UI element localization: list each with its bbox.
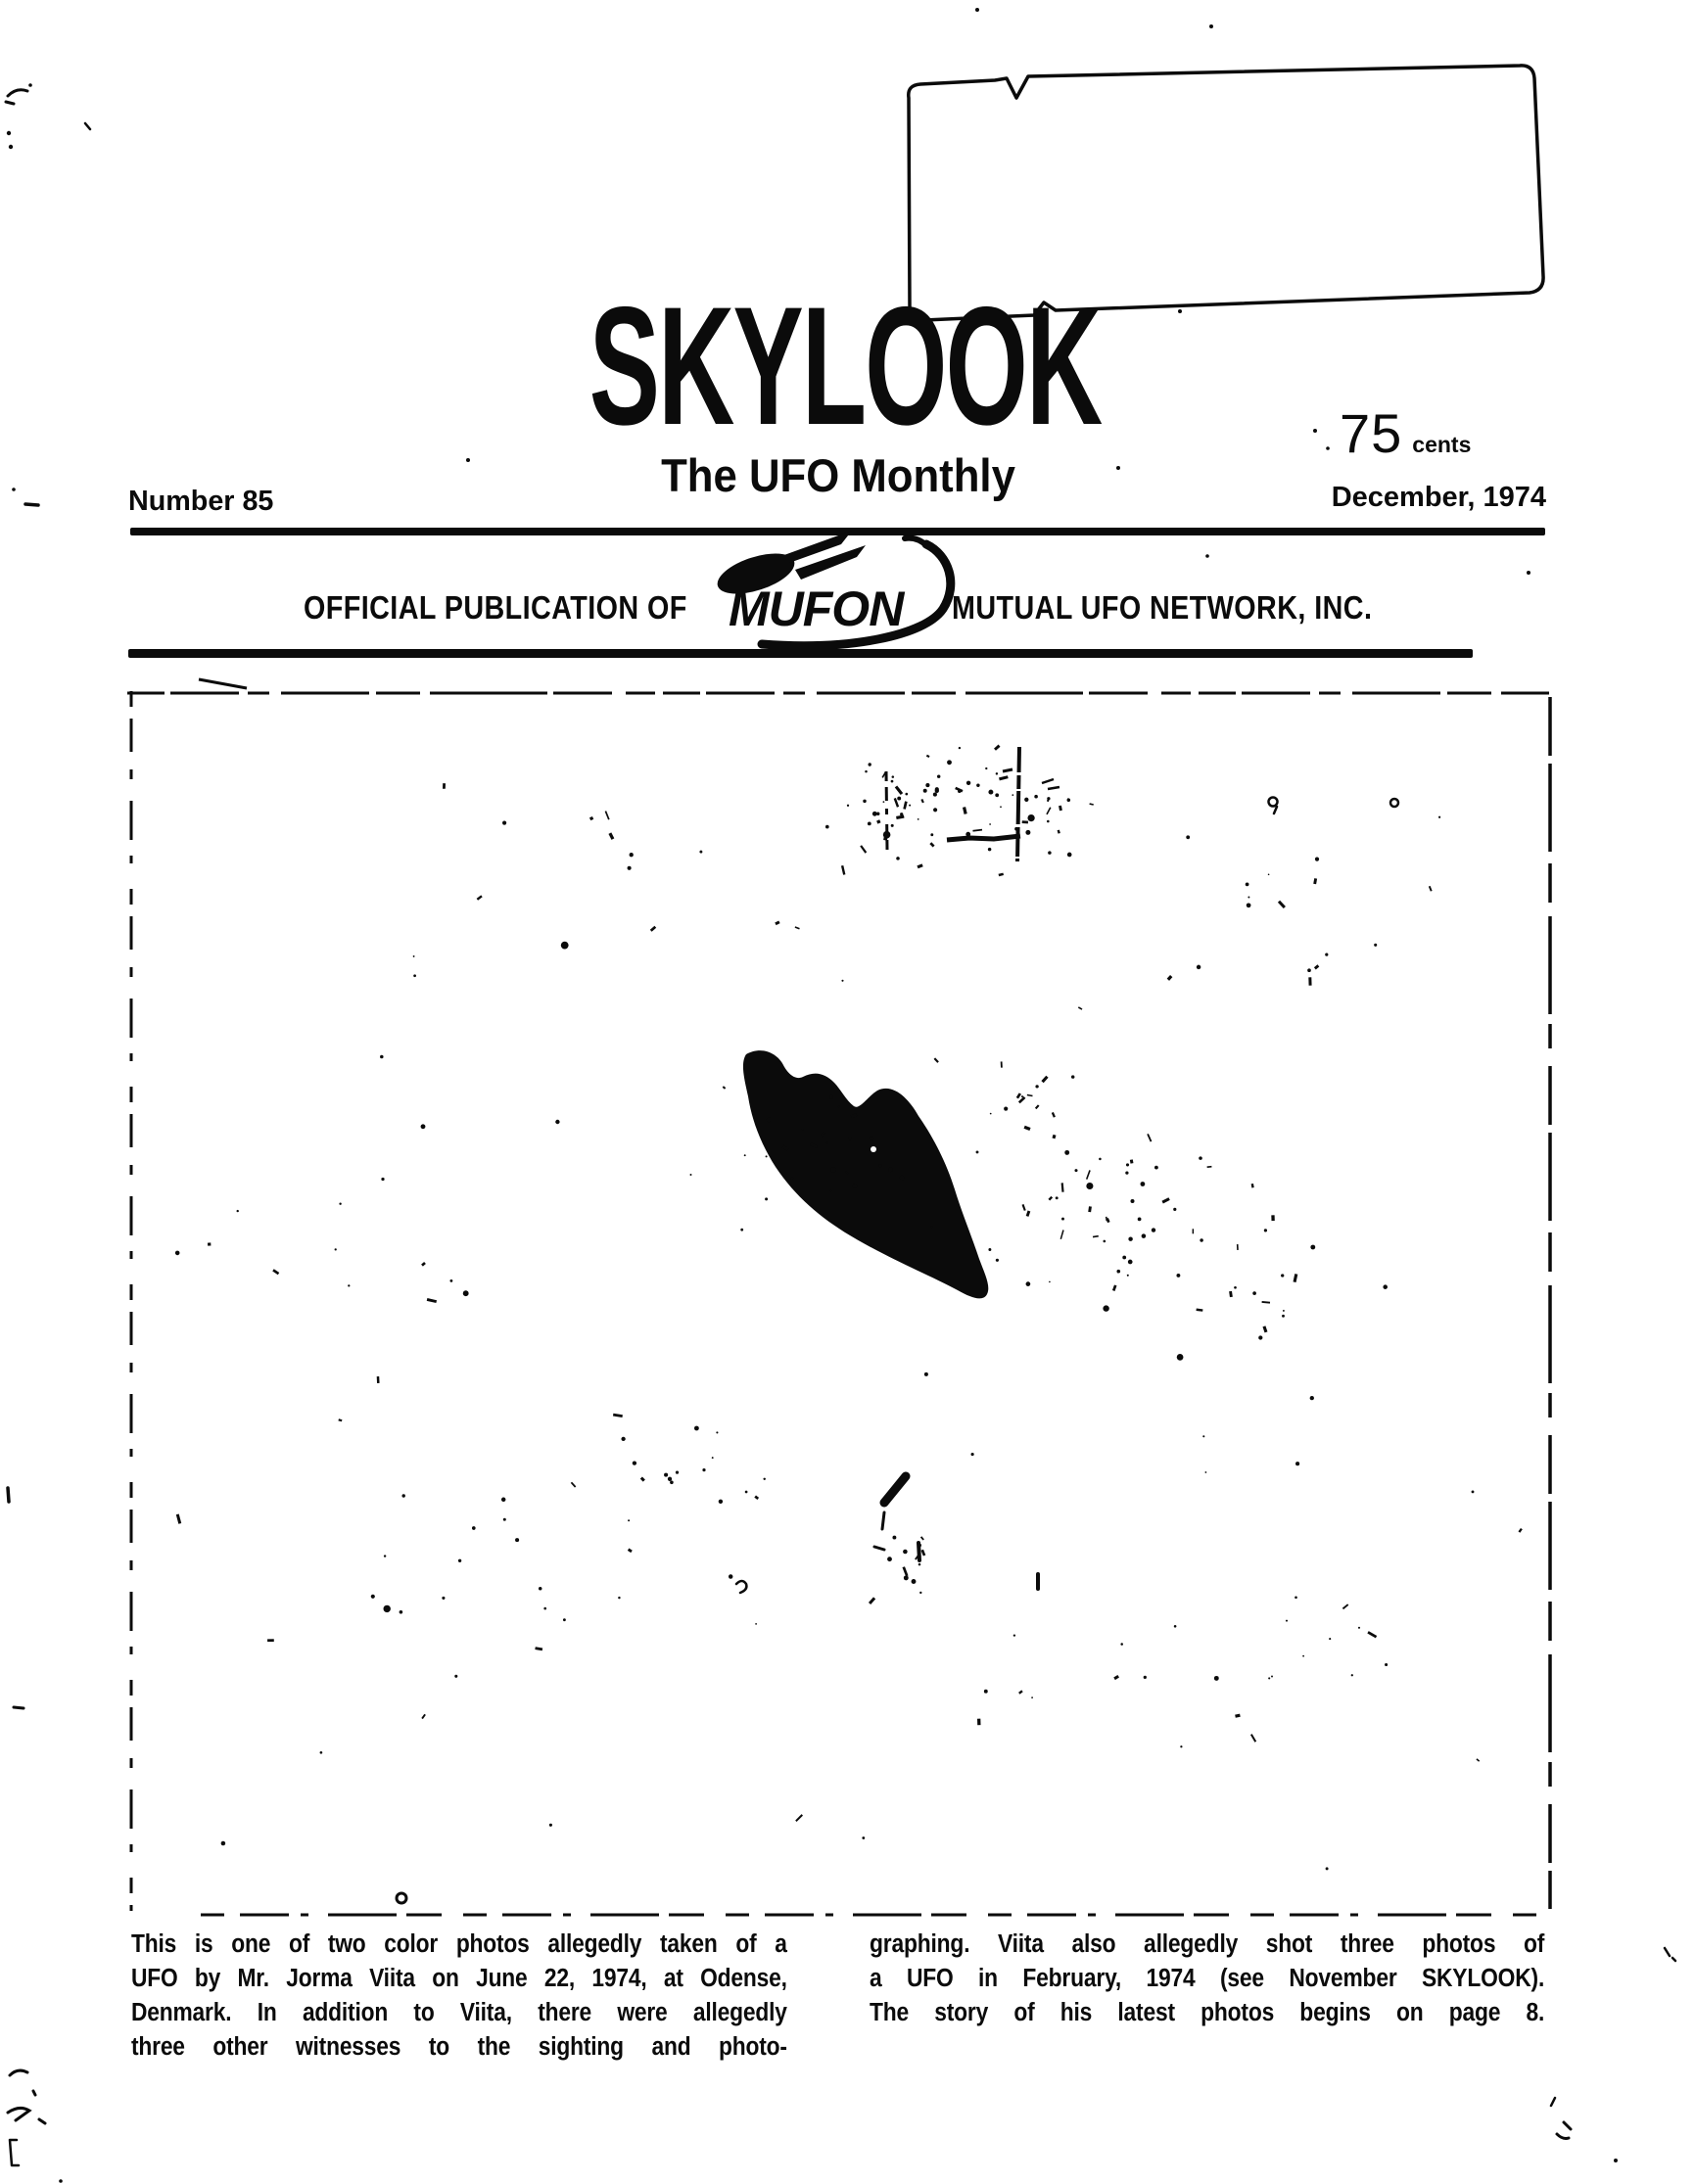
caption-line: graphing. Viita also allegedly shot three photos of [870,1930,1545,1958]
caption-line: UFO by Mr. Jorma Viita on June 22, 1974, at Odense, [131,1965,787,1992]
ufo-photo-blob [743,1050,988,1298]
caption-line: a UFO in February, 1974 (see November SKYLOOK). [870,1965,1545,1992]
caption-left-column [131,1928,787,2065]
issue-number: Number 85 [128,486,274,517]
mufon-logo [676,524,979,666]
noise-speckle-layer [175,745,1523,1871]
price [1340,401,1471,465]
publication-line-prefix: OFFICIAL PUBLICATION OF [304,589,687,626]
publication-divider-rule [128,649,1473,658]
scratch-marks [397,798,1398,1904]
masthead-title: SKYLOOK [589,272,1102,460]
mufon-logo-text: MUFON [729,581,904,636]
caption-right-column [870,1928,1544,2030]
publication-line-suffix: MUTUAL UFO NETWORK, INC. [952,589,1373,626]
price-unit: cents [1412,432,1472,457]
caption-line: Denmark. In addition to Viita, there were allegedly [131,1999,787,2026]
photo-frame [127,679,1550,1915]
price-value: 75 [1340,402,1403,464]
caption-line: This is one of two color photos allegedly taken of a [131,1930,787,1958]
masthead-subtitle: The UFO Monthly [661,449,1015,501]
caption-line: three other witnesses to the sighting and photo- [131,2033,787,2061]
caption-line: The story of his latest photos begins on page 8. [870,1999,1545,2026]
issue-date: December, 1974 [1331,482,1546,513]
antenna-marks [886,747,1059,861]
